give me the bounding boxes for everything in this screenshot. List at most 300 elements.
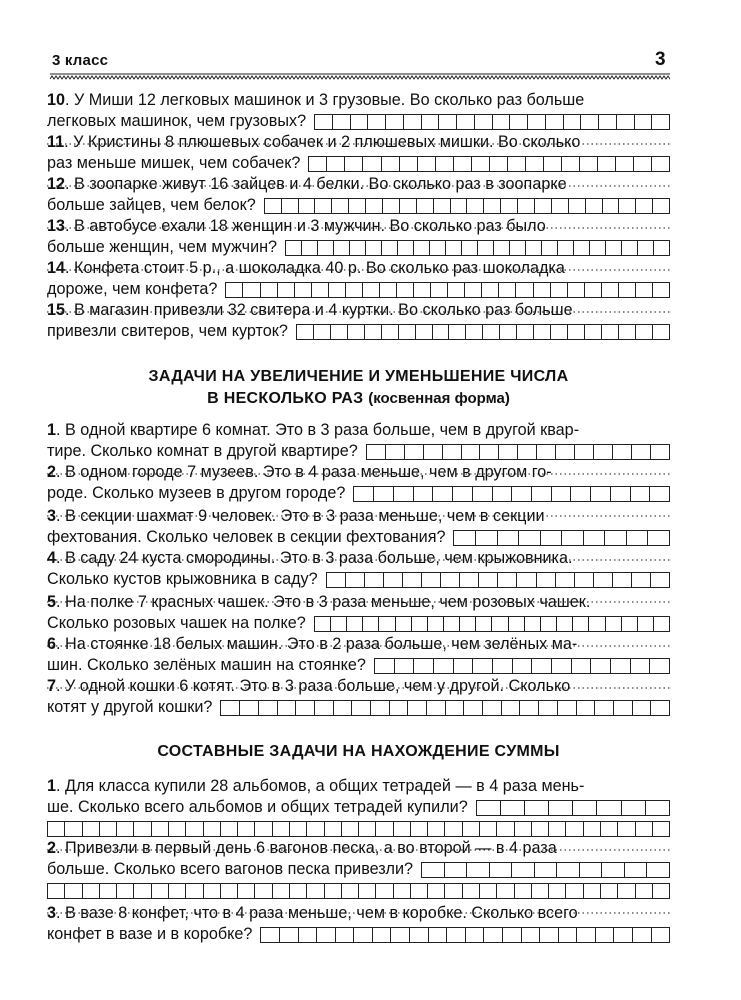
answer-cell[interactable] — [531, 659, 551, 673]
answer-cell[interactable] — [185, 822, 202, 836]
answer-cell[interactable] — [324, 822, 341, 836]
answer-cell[interactable] — [649, 487, 669, 501]
answer-cell[interactable] — [617, 822, 634, 836]
answer-cell[interactable] — [646, 863, 669, 877]
answer-cell[interactable] — [534, 863, 557, 877]
answer-cell[interactable] — [432, 487, 452, 501]
answer-cell[interactable] — [281, 199, 298, 213]
answer-cell[interactable] — [595, 928, 614, 942]
answer-cell[interactable] — [584, 283, 601, 297]
answer-cell[interactable] — [650, 573, 669, 587]
answer-cell[interactable] — [652, 325, 669, 339]
answer-cell[interactable] — [565, 822, 582, 836]
answer-cell[interactable] — [472, 659, 492, 673]
answer-cell[interactable] — [545, 115, 563, 129]
answer-cell[interactable] — [265, 199, 281, 213]
answer-cell[interactable] — [613, 701, 632, 715]
answer-cell[interactable] — [651, 928, 670, 942]
answer-cell[interactable] — [375, 822, 392, 836]
answer-cell[interactable] — [261, 928, 279, 942]
answer-cell[interactable] — [621, 617, 637, 631]
answer-cell[interactable] — [367, 115, 385, 129]
answer-cell[interactable] — [465, 928, 484, 942]
answer-cell[interactable] — [443, 617, 459, 631]
answer-cell[interactable] — [617, 884, 634, 898]
answer-cell[interactable] — [497, 531, 519, 545]
answer-cell[interactable] — [444, 884, 461, 898]
answer-cell[interactable] — [568, 199, 585, 213]
answer-cell[interactable] — [335, 928, 354, 942]
answer-cell[interactable] — [463, 701, 482, 715]
answer-cells[interactable] — [220, 700, 670, 716]
answer-cell[interactable] — [383, 573, 402, 587]
answer-cell[interactable] — [563, 115, 581, 129]
answer-cell[interactable] — [298, 199, 315, 213]
answer-cell[interactable] — [517, 445, 536, 459]
answer-cell[interactable] — [428, 928, 447, 942]
answer-cell[interactable] — [496, 822, 513, 836]
answer-cell[interactable] — [220, 884, 237, 898]
answer-cell[interactable] — [456, 115, 474, 129]
answer-cell[interactable] — [242, 283, 259, 297]
answer-cell[interactable] — [349, 241, 365, 255]
answer-cell[interactable] — [601, 325, 618, 339]
answer-cell[interactable] — [652, 199, 669, 213]
answer-cell[interactable] — [572, 617, 588, 631]
answer-cell[interactable] — [433, 199, 450, 213]
answer-cell[interactable] — [596, 801, 620, 815]
answer-cell[interactable] — [478, 573, 497, 587]
answer-cell[interactable] — [593, 573, 612, 587]
answer-cell[interactable] — [258, 701, 277, 715]
answer-cell[interactable] — [539, 928, 558, 942]
answer-cell[interactable] — [168, 822, 185, 836]
answer-cell[interactable] — [493, 241, 509, 255]
answer-cell[interactable] — [48, 884, 64, 898]
answer-cell[interactable] — [315, 115, 332, 129]
answer-cell[interactable] — [345, 283, 362, 297]
answer-cell[interactable] — [381, 241, 397, 255]
answer-cell[interactable] — [445, 701, 464, 715]
answer-cell[interactable] — [461, 445, 480, 459]
answer-cell[interactable] — [415, 325, 432, 339]
answer-cell[interactable] — [618, 325, 635, 339]
answer-cell[interactable] — [540, 617, 556, 631]
answer-cell[interactable] — [133, 884, 150, 898]
answer-cell[interactable] — [551, 487, 571, 501]
answer-cell[interactable] — [579, 863, 602, 877]
answer-cell[interactable] — [272, 822, 289, 836]
answer-cell[interactable] — [635, 283, 652, 297]
answer-cells[interactable] — [421, 862, 670, 878]
answer-cells[interactable] — [285, 240, 670, 256]
answer-cell[interactable] — [594, 701, 613, 715]
answer-cell[interactable] — [565, 884, 582, 898]
answer-cell[interactable] — [362, 283, 379, 297]
answer-cell[interactable] — [379, 283, 396, 297]
answer-cell[interactable] — [550, 283, 567, 297]
answer-cell[interactable] — [558, 928, 577, 942]
answer-cell[interactable] — [432, 325, 449, 339]
answer-cell[interactable] — [653, 617, 669, 631]
answer-cell[interactable] — [585, 199, 602, 213]
answer-cell[interactable] — [277, 701, 296, 715]
answer-cell[interactable] — [362, 157, 380, 171]
answer-cell[interactable] — [351, 701, 370, 715]
answer-cell[interactable] — [475, 617, 491, 631]
answer-cell[interactable] — [306, 822, 323, 836]
answer-cell[interactable] — [453, 157, 471, 171]
answer-cell[interactable] — [645, 801, 669, 815]
answer-cell[interactable] — [602, 199, 619, 213]
answer-cell[interactable] — [427, 617, 443, 631]
answer-cell[interactable] — [543, 157, 561, 171]
answer-cell[interactable] — [516, 325, 533, 339]
answer-cell[interactable] — [580, 115, 598, 129]
answer-cell[interactable] — [550, 325, 567, 339]
answer-cell[interactable] — [548, 822, 565, 836]
answer-cell[interactable] — [331, 199, 348, 213]
answer-cell[interactable] — [540, 531, 562, 545]
answer-cell[interactable] — [396, 283, 413, 297]
answer-cell[interactable] — [555, 445, 574, 459]
answer-cell[interactable] — [593, 445, 612, 459]
answer-cell[interactable] — [616, 115, 634, 129]
answer-cell[interactable] — [534, 199, 551, 213]
answer-cell[interactable] — [465, 325, 482, 339]
answer-cell[interactable] — [330, 325, 347, 339]
answer-cell[interactable] — [605, 617, 621, 631]
answer-cell[interactable] — [612, 573, 631, 587]
answer-cell[interactable] — [502, 928, 521, 942]
answer-cell[interactable] — [461, 241, 477, 255]
answer-cell[interactable] — [398, 325, 415, 339]
answer-cell[interactable] — [286, 241, 301, 255]
answer-cell[interactable] — [301, 241, 317, 255]
answer-cell[interactable] — [630, 487, 650, 501]
answer-cell[interactable] — [573, 241, 589, 255]
answer-cell[interactable] — [221, 701, 239, 715]
answer-cell[interactable] — [618, 283, 635, 297]
answer-cell[interactable] — [314, 199, 331, 213]
answer-cell[interactable] — [511, 487, 531, 501]
answer-cell[interactable] — [624, 863, 647, 877]
answer-cell[interactable] — [385, 115, 403, 129]
answer-cell[interactable] — [651, 157, 669, 171]
answer-cell[interactable] — [64, 822, 81, 836]
answer-cell[interactable] — [472, 487, 492, 501]
answer-cell[interactable] — [327, 573, 345, 587]
answer-cell[interactable] — [610, 659, 630, 673]
answer-cell[interactable] — [479, 822, 496, 836]
answer-cell[interactable] — [635, 199, 652, 213]
answer-cell[interactable] — [650, 445, 669, 459]
answer-cell[interactable] — [489, 157, 507, 171]
answer-cell[interactable] — [483, 928, 502, 942]
answer-cell[interactable] — [652, 822, 669, 836]
answer-cell[interactable] — [413, 283, 430, 297]
answer-cell[interactable] — [413, 241, 429, 255]
answer-cell[interactable] — [429, 241, 445, 255]
answer-cell[interactable] — [442, 445, 461, 459]
answer-cell[interactable] — [314, 701, 333, 715]
answer-cell[interactable] — [346, 617, 362, 631]
answer-cell[interactable] — [492, 659, 512, 673]
answer-cell[interactable] — [365, 199, 382, 213]
answer-cell[interactable] — [621, 241, 637, 255]
answer-cell[interactable] — [501, 701, 520, 715]
answer-cell[interactable] — [99, 884, 116, 898]
answer-cell[interactable] — [279, 928, 298, 942]
answer-cell[interactable] — [583, 884, 600, 898]
answer-cell[interactable] — [347, 325, 364, 339]
answer-cell[interactable] — [454, 531, 475, 545]
answer-cell[interactable] — [393, 822, 410, 836]
answer-cell[interactable] — [185, 884, 202, 898]
answer-cell[interactable] — [430, 283, 447, 297]
answer-cell[interactable] — [466, 199, 483, 213]
answer-cell[interactable] — [626, 531, 648, 545]
answer-cell[interactable] — [226, 283, 242, 297]
answer-cell[interactable] — [551, 659, 571, 673]
answer-cells[interactable] — [453, 530, 670, 546]
answer-cell[interactable] — [524, 801, 548, 815]
answer-cell[interactable] — [344, 157, 362, 171]
answer-cells[interactable] — [366, 444, 670, 460]
answer-cell[interactable] — [324, 884, 341, 898]
answer-cell[interactable] — [512, 659, 532, 673]
answer-cell[interactable] — [445, 241, 461, 255]
answer-cell[interactable] — [533, 325, 550, 339]
answer-cell[interactable] — [333, 241, 349, 255]
answer-cell[interactable] — [475, 531, 497, 545]
answer-cell[interactable] — [448, 325, 465, 339]
answer-cell[interactable] — [168, 884, 185, 898]
answer-cell[interactable] — [536, 573, 555, 587]
answer-cell[interactable] — [531, 487, 551, 501]
answer-cell[interactable] — [427, 884, 444, 898]
answer-cell[interactable] — [399, 199, 416, 213]
answer-cells[interactable] — [326, 572, 670, 588]
answer-cell[interactable] — [297, 325, 313, 339]
answer-cell[interactable] — [507, 157, 525, 171]
answer-cell[interactable] — [499, 325, 516, 339]
answer-cell[interactable] — [389, 701, 408, 715]
answer-cell[interactable] — [306, 884, 323, 898]
answer-cell[interactable] — [604, 531, 626, 545]
answer-cell[interactable] — [612, 445, 631, 459]
answer-cell[interactable] — [479, 884, 496, 898]
answer-cell[interactable] — [394, 659, 414, 673]
answer-cell[interactable] — [589, 241, 605, 255]
answer-cell[interactable] — [518, 531, 540, 545]
answer-cell[interactable] — [515, 283, 532, 297]
answer-cell[interactable] — [635, 325, 652, 339]
answer-cell[interactable] — [621, 801, 645, 815]
answer-cell[interactable] — [556, 617, 572, 631]
answer-cell[interactable] — [362, 617, 378, 631]
answer-cell[interactable] — [277, 283, 294, 297]
answer-cell[interactable] — [116, 884, 133, 898]
answer-cells[interactable] — [260, 927, 670, 943]
answer-cell[interactable] — [517, 199, 534, 213]
answer-cell[interactable] — [375, 884, 392, 898]
answer-cell[interactable] — [631, 445, 650, 459]
answer-cell[interactable] — [516, 573, 535, 587]
answer-cell[interactable] — [385, 445, 404, 459]
answer-cell[interactable] — [64, 884, 81, 898]
answer-cell[interactable] — [289, 822, 306, 836]
answer-cell[interactable] — [477, 241, 493, 255]
answer-cell[interactable] — [330, 617, 346, 631]
answer-cells[interactable] — [314, 114, 670, 130]
answer-cells[interactable] — [353, 486, 670, 502]
answer-cell[interactable] — [378, 617, 394, 631]
answer-cell[interactable] — [471, 157, 489, 171]
answer-cell[interactable] — [311, 283, 328, 297]
answer-cell[interactable] — [411, 617, 427, 631]
answer-cell[interactable] — [588, 617, 604, 631]
answer-cell[interactable] — [590, 659, 610, 673]
answer-cell[interactable] — [651, 115, 669, 129]
answer-cell[interactable] — [341, 884, 358, 898]
answer-cell[interactable] — [410, 822, 427, 836]
answer-cell[interactable] — [375, 659, 394, 673]
answer-cell[interactable] — [497, 573, 516, 587]
answer-cell[interactable] — [313, 325, 330, 339]
answer-cell[interactable] — [459, 573, 478, 587]
answer-cell[interactable] — [203, 884, 220, 898]
answer-cell[interactable] — [527, 115, 545, 129]
answer-cell[interactable] — [635, 884, 652, 898]
answer-cell[interactable] — [579, 157, 597, 171]
answer-cell[interactable] — [450, 199, 467, 213]
answer-cell[interactable] — [477, 801, 500, 815]
answer-cells[interactable] — [264, 198, 670, 214]
answer-cell[interactable] — [533, 283, 550, 297]
answer-cell[interactable] — [426, 701, 445, 715]
answer-cell[interactable] — [509, 115, 527, 129]
answer-cell[interactable] — [447, 283, 464, 297]
answer-cell[interactable] — [634, 115, 652, 129]
answer-cell[interactable] — [353, 928, 372, 942]
answer-cell[interactable] — [492, 115, 510, 129]
answer-cell[interactable] — [561, 531, 583, 545]
answer-cell[interactable] — [410, 884, 427, 898]
answer-cell[interactable] — [317, 241, 333, 255]
answer-cell[interactable] — [548, 801, 572, 815]
answer-cell[interactable] — [601, 863, 624, 877]
answer-cell[interactable] — [358, 884, 375, 898]
answer-cell[interactable] — [309, 157, 326, 171]
answer-cell[interactable] — [600, 822, 617, 836]
answer-cell[interactable] — [511, 863, 534, 877]
answer-cell[interactable] — [650, 701, 669, 715]
answer-cell[interactable] — [365, 241, 381, 255]
answer-cell[interactable] — [496, 884, 513, 898]
answer-cell[interactable] — [482, 701, 501, 715]
answer-cell[interactable] — [345, 573, 364, 587]
answer-cell[interactable] — [524, 617, 540, 631]
answer-cell[interactable] — [531, 884, 548, 898]
answer-cell[interactable] — [254, 822, 271, 836]
answer-cell[interactable] — [525, 157, 543, 171]
answer-cell[interactable] — [452, 487, 472, 501]
answer-cell[interactable] — [404, 445, 423, 459]
answer-cell[interactable] — [341, 822, 358, 836]
answer-cell[interactable] — [548, 884, 565, 898]
answer-cell[interactable] — [416, 199, 433, 213]
answer-cell[interactable] — [298, 928, 317, 942]
answer-cell[interactable] — [395, 617, 411, 631]
answer-cell[interactable] — [647, 531, 669, 545]
answer-cell[interactable] — [498, 283, 515, 297]
answer-cell[interactable] — [350, 115, 368, 129]
answer-cell[interactable] — [508, 617, 524, 631]
answer-cell[interactable] — [239, 701, 258, 715]
answer-cell[interactable] — [600, 884, 617, 898]
answer-cells[interactable] — [374, 658, 670, 674]
answer-cell[interactable] — [397, 241, 413, 255]
answer-cell[interactable] — [635, 822, 652, 836]
answer-cell[interactable] — [315, 617, 330, 631]
answer-cell[interactable] — [381, 157, 399, 171]
answer-cell[interactable] — [99, 822, 116, 836]
answer-cell[interactable] — [422, 863, 444, 877]
answer-cell[interactable] — [551, 199, 568, 213]
answer-cell[interactable] — [382, 199, 399, 213]
answer-cell[interactable] — [632, 928, 651, 942]
answer-cell[interactable] — [561, 157, 579, 171]
answer-cell[interactable] — [254, 884, 271, 898]
answer-cell[interactable] — [82, 822, 99, 836]
answer-cell[interactable] — [598, 115, 616, 129]
answer-cell[interactable] — [444, 822, 461, 836]
answer-cell[interactable] — [373, 487, 393, 501]
answer-cell[interactable] — [556, 863, 579, 877]
answer-cell[interactable] — [637, 241, 653, 255]
answer-cell[interactable] — [492, 487, 512, 501]
answer-cell[interactable] — [462, 822, 479, 836]
answer-cell[interactable] — [440, 573, 459, 587]
answer-cell[interactable] — [466, 863, 489, 877]
answer-cell[interactable] — [610, 487, 630, 501]
answer-cell[interactable] — [435, 157, 453, 171]
answer-cell[interactable] — [576, 928, 595, 942]
answer-cell[interactable] — [333, 701, 352, 715]
answer-cell[interactable] — [574, 573, 593, 587]
answer-cell[interactable] — [637, 617, 653, 631]
answer-cell[interactable] — [237, 884, 254, 898]
answer-cell[interactable] — [464, 283, 481, 297]
answer-cell[interactable] — [82, 884, 99, 898]
answer-cell[interactable] — [574, 445, 593, 459]
answer-cell[interactable] — [372, 928, 391, 942]
answer-cell[interactable] — [393, 884, 410, 898]
answer-cell[interactable] — [618, 199, 635, 213]
answer-cell[interactable] — [423, 445, 442, 459]
answer-cell[interactable] — [260, 283, 277, 297]
answer-cell[interactable] — [151, 884, 168, 898]
answer-cell[interactable] — [597, 157, 615, 171]
answer-cell[interactable] — [332, 115, 350, 129]
answer-cell[interactable] — [500, 199, 517, 213]
answer-cell[interactable] — [541, 241, 557, 255]
answer-cells[interactable] — [47, 821, 670, 837]
answer-cell[interactable] — [48, 822, 64, 836]
answer-cell[interactable] — [433, 659, 453, 673]
answer-cell[interactable] — [462, 884, 479, 898]
